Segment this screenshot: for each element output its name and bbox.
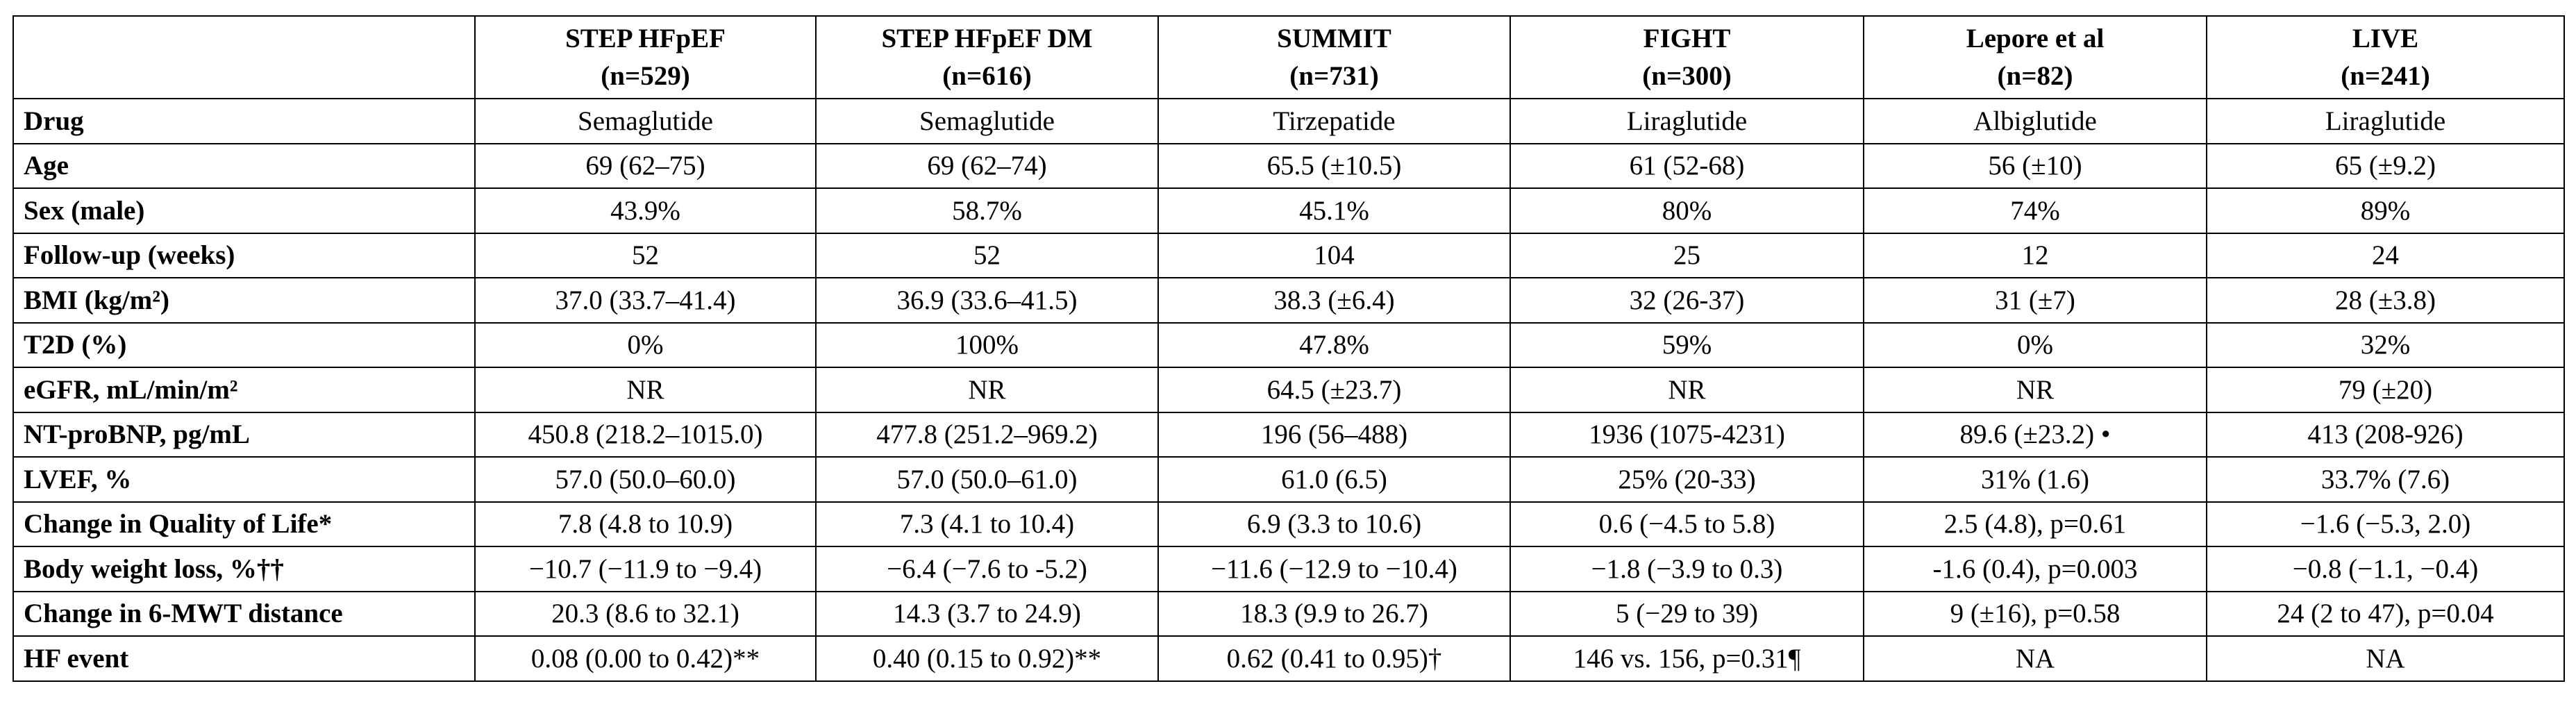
table-cell: −1.8 (−3.9 to 0.3): [1510, 546, 1864, 592]
table-cell: Semaglutide: [475, 99, 816, 144]
header-row: [13, 16, 2564, 99]
row-label: Drug: [13, 99, 475, 144]
table-cell: 104: [1158, 233, 1510, 278]
table-cell: NA: [2207, 636, 2564, 681]
table-cell: −0.8 (−1.1, −0.4): [2207, 546, 2564, 592]
table-cell: 9 (±16), p=0.58: [1864, 592, 2207, 637]
table-cell: 32 (26-37): [1510, 278, 1864, 323]
row-label: NT-proBNP, pg/mL: [13, 412, 475, 458]
table-cell: 80%: [1510, 188, 1864, 233]
table-cell: 196 (56–488): [1158, 412, 1510, 458]
table-cell: 1936 (1075-4231): [1510, 412, 1864, 458]
table-cell: 32%: [2207, 323, 2564, 368]
table-cell: Albiglutide: [1864, 99, 2207, 144]
row-label: Age: [13, 144, 475, 189]
column-name: STEP HFpEF DM: [881, 23, 1093, 53]
table-cell: 89%: [2207, 188, 2564, 233]
table-cell: 57.0 (50.0–61.0): [816, 457, 1158, 502]
table-cell: −11.6 (−12.9 to −10.4): [1158, 546, 1510, 592]
table-cell: 57.0 (50.0–60.0): [475, 457, 816, 502]
row-label: LVEF, %: [13, 457, 475, 502]
table-body: [13, 99, 2564, 681]
table-cell: NR: [816, 367, 1158, 412]
table-cell: 0.40 (0.15 to 0.92)**: [816, 636, 1158, 681]
table-cell: 6.9 (3.3 to 10.6): [1158, 502, 1510, 547]
column-name: SUMMIT: [1277, 23, 1391, 53]
trials-comparison-table: [12, 15, 2565, 682]
table-cell: 58.7%: [816, 188, 1158, 233]
column-header-summit: [1158, 16, 1510, 99]
table-cell: 61 (52-68): [1510, 144, 1864, 189]
table-cell: 0.6 (−4.5 to 5.8): [1510, 502, 1864, 547]
table-row: [13, 278, 2564, 323]
column-n: (n=300): [1642, 60, 1732, 91]
table-cell: 100%: [816, 323, 1158, 368]
table-cell: 24 (2 to 47), p=0.04: [2207, 592, 2564, 637]
table-cell: 65 (±9.2): [2207, 144, 2564, 189]
row-label: T2D (%): [13, 323, 475, 368]
table-cell: 43.9%: [475, 188, 816, 233]
table-cell: −1.6 (−5.3, 2.0): [2207, 502, 2564, 547]
table-cell: 69 (62–75): [475, 144, 816, 189]
table-cell: 33.7% (7.6): [2207, 457, 2564, 502]
table-row: [13, 592, 2564, 637]
table-cell: 64.5 (±23.7): [1158, 367, 1510, 412]
table-row: [13, 367, 2564, 412]
column-name: STEP HFpEF: [565, 23, 726, 53]
column-header-fight: [1510, 16, 1864, 99]
table-row: [13, 323, 2564, 368]
table-cell: NR: [1864, 367, 2207, 412]
column-n: (n=529): [601, 60, 690, 91]
table-cell: 52: [475, 233, 816, 278]
row-label: Body weight loss, %††: [13, 546, 475, 592]
table-cell: 14.3 (3.7 to 24.9): [816, 592, 1158, 637]
table-cell: 20.3 (8.6 to 32.1): [475, 592, 816, 637]
column-header-lepore: [1864, 16, 2207, 99]
table-row: [13, 144, 2564, 189]
table-cell: −10.7 (−11.9 to −9.4): [475, 546, 816, 592]
table-cell: 25% (20-33): [1510, 457, 1864, 502]
table-cell: Semaglutide: [816, 99, 1158, 144]
table-cell: 28 (±3.8): [2207, 278, 2564, 323]
table-cell: 45.1%: [1158, 188, 1510, 233]
table-cell: 25: [1510, 233, 1864, 278]
row-label: BMI (kg/m²): [13, 278, 475, 323]
table-row: [13, 99, 2564, 144]
column-name: LIVE: [2352, 23, 2419, 53]
table-cell: 36.9 (33.6–41.5): [816, 278, 1158, 323]
table-cell: Liraglutide: [2207, 99, 2564, 144]
table-row: [13, 233, 2564, 278]
table-cell: -1.6 (0.4), p=0.003: [1864, 546, 2207, 592]
table-cell: 31% (1.6): [1864, 457, 2207, 502]
table-container: [12, 15, 2564, 682]
table-cell: 7.3 (4.1 to 10.4): [816, 502, 1158, 547]
row-label: Follow-up (weeks): [13, 233, 475, 278]
column-header-live: [2207, 16, 2564, 99]
table-cell: 38.3 (±6.4): [1158, 278, 1510, 323]
table-cell: NA: [1864, 636, 2207, 681]
table-row: [13, 457, 2564, 502]
table-cell: 5 (−29 to 39): [1510, 592, 1864, 637]
column-n: (n=82): [1997, 60, 2073, 91]
table-cell: NR: [1510, 367, 1864, 412]
table-cell: 89.6 (±23.2) •: [1864, 412, 2207, 458]
table-cell: 59%: [1510, 323, 1864, 368]
table-cell: 0.62 (0.41 to 0.95)†: [1158, 636, 1510, 681]
column-name: FIGHT: [1643, 23, 1731, 53]
table-cell: 477.8 (251.2–969.2): [816, 412, 1158, 458]
column-n: (n=241): [2341, 60, 2430, 91]
table-row: [13, 502, 2564, 547]
table-cell: 74%: [1864, 188, 2207, 233]
row-label: Change in 6-MWT distance: [13, 592, 475, 637]
table-cell: 0%: [475, 323, 816, 368]
table-cell: 2.5 (4.8), p=0.61: [1864, 502, 2207, 547]
table-cell: 0%: [1864, 323, 2207, 368]
column-n: (n=616): [942, 60, 1032, 91]
table-row: [13, 546, 2564, 592]
table-cell: NR: [475, 367, 816, 412]
table-cell: 12: [1864, 233, 2207, 278]
table-cell: 7.8 (4.8 to 10.9): [475, 502, 816, 547]
column-header-step-hfpef-dm: [816, 16, 1158, 99]
table-cell: 52: [816, 233, 1158, 278]
column-header-step-hfpef: [475, 16, 816, 99]
table-cell: 24: [2207, 233, 2564, 278]
table-cell: 413 (208-926): [2207, 412, 2564, 458]
table-cell: 450.8 (218.2–1015.0): [475, 412, 816, 458]
column-n: (n=731): [1289, 60, 1379, 91]
row-label: Change in Quality of Life*: [13, 502, 475, 547]
table-cell: Tirzepatide: [1158, 99, 1510, 144]
row-label: eGFR, mL/min/m²: [13, 367, 475, 412]
column-name: Lepore et al: [1966, 23, 2105, 53]
table-cell: Liraglutide: [1510, 99, 1864, 144]
table-cell: 31 (±7): [1864, 278, 2207, 323]
table-cell: 61.0 (6.5): [1158, 457, 1510, 502]
row-label: Sex (male): [13, 188, 475, 233]
table-cell: 146 vs. 156, p=0.31¶: [1510, 636, 1864, 681]
table-cell: 56 (±10): [1864, 144, 2207, 189]
table-cell: −6.4 (−7.6 to -5.2): [816, 546, 1158, 592]
table-cell: 47.8%: [1158, 323, 1510, 368]
table-row: [13, 636, 2564, 681]
table-cell: 18.3 (9.9 to 26.7): [1158, 592, 1510, 637]
corner-cell: [13, 16, 475, 99]
table-row: [13, 188, 2564, 233]
table-cell: 79 (±20): [2207, 367, 2564, 412]
table-cell: 65.5 (±10.5): [1158, 144, 1510, 189]
table-row: [13, 412, 2564, 458]
table-cell: 69 (62–74): [816, 144, 1158, 189]
row-label: HF event: [13, 636, 475, 681]
table-cell: 0.08 (0.00 to 0.42)**: [475, 636, 816, 681]
table-cell: 37.0 (33.7–41.4): [475, 278, 816, 323]
